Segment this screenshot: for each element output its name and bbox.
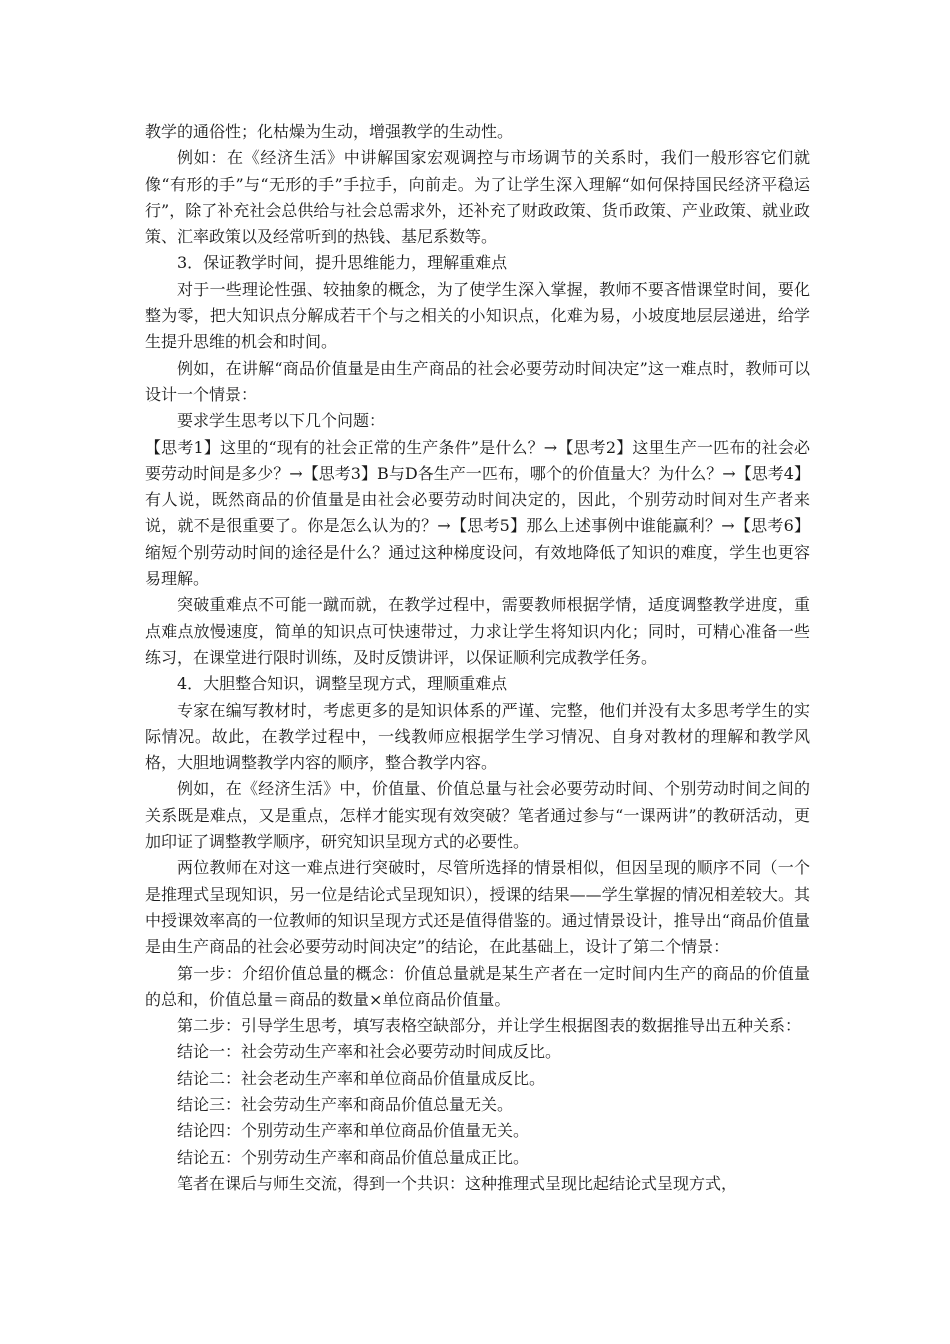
step-paragraph: 第二步：引导学生思考，填写表格空缺部分，并让学生根据图表的数据推导出五种关系： [177, 1016, 802, 1036]
paragraph: 笔者在课后与师生交流，得到一个共识：这种推理式呈现比起结论式呈现方式， [177, 1173, 738, 1193]
step-paragraph: 第一步：介绍价值总量的概念：价值总量就是某生产者在一定时间内生产的商品的价值量的总和，价值总量＝商品的数量×单位商品价值量。 [145, 963, 810, 1009]
section-heading: 3．保证教学时间，提升思维能力，理解重难点 [177, 253, 508, 273]
conclusion-item: 结论一：社会劳动生产率和社会必要劳动时间成反比。 [177, 1042, 562, 1062]
paragraph: 例如，在讲解“商品价值量是由生产商品的社会必要劳动时间决定”这一难点时，教师可以设计一个情景： [145, 358, 810, 404]
conclusion-item: 结论四：个别劳动生产率和单位商品价值量无关。 [177, 1121, 530, 1141]
paragraph: 专家在编写教材时，考虑更多的是知识体系的严谨、完整，他们并没有太多思考学生的实际情况。故此，在教学过程中，一线教师应根据学生学习情况、自身对教材的理解和教学风格，大胆地调整教学内容的顺序，整合教学内容。 [145, 700, 810, 773]
paragraph: 要求学生思考以下几个问题： [177, 411, 386, 431]
paragraph: 教学的通俗性；化枯燥为生动，增强教学的生动性。 [145, 122, 514, 141]
conclusion-item: 结论五：个别劳动生产率和商品价值总量成正比。 [177, 1147, 530, 1167]
question-chain: 【思考1】这里的“现有的社会正常的生产条件”是什么？→【思考2】这里生产一匹布的社会必要劳动时间是多少？→【思考3】B与D各生产一匹布，哪个的价值量大？为什么？→【思考4】有人说，既然商品的价值量是由社会必要劳动时间决定的，因此，个别劳动时间对生产者来说，就不是很重要了。你是怎么认为的？→【思考5】那么上述事例中谁能赢利？→【思考6】缩短个别劳动时间的途径是什么？通过这种梯度设问，有效地降低了知识的难度，学生也更容易理解。 [145, 437, 810, 589]
conclusion-item: 结论三：社会劳动生产率和商品价值总量无关。 [177, 1094, 514, 1114]
paragraph: 例如：在《经济生活》中讲解国家宏观调控与市场调节的关系时，我们一般形容它们就像“有形的手”与“无形的手”手拉手，向前走。为了让学生深入理解“如何保持国民经济平稳运行”，除了补充社会总供给与社会总需求外，还补充了财政政策、货币政策、产业政策、就业政策、汇率政策以及经常听到的热钱、基尼系数等。 [145, 148, 810, 247]
paragraph: 例如，在《经济生活》中，价值量、价值总量与社会必要劳动时间、个别劳动时间之间的关系既是难点，又是重点，怎样才能实现有效突破？笔者通过参与“一课两讲”的教研活动，更加印证了调整教学顺序，研究知识呈现方式的必要性。 [145, 779, 810, 852]
conclusion-item: 结论二：社会老动生产率和单位商品价值量成反比。 [177, 1068, 546, 1088]
paragraph: 对于一些理论性强、较抽象的概念，为了使学生深入掌握，教师不要吝惜课堂时间，要化整为零，把大知识点分解成若干个与之相关的小知识点，化难为易，小坡度地层层递进，给学生提升思维的机会和时间。 [145, 279, 810, 352]
paragraph: 两位教师在对这一难点进行突破时，尽管所选择的情景相似，但因呈现的顺序不同（一个是推理式呈现知识，另一位是结论式呈现知识），授课的结果——学生掌握的情况相差较大。其中授课效率高的一位教师的知识呈现方式还是值得借鉴的。通过情景设计，推导出“商品价值量是由生产商品的社会必要劳动时间决定”的结论，在此基础上，设计了第二个情景： [145, 858, 810, 957]
paragraph: 突破重难点不可能一蹴而就，在教学过程中，需要教师根据学情，适度调整教学进度，重点难点放慢速度，简单的知识点可快速带过，力求让学生将知识内化；同时，可精心准备一些练习，在课堂进行限时训练，及时反馈讲评，以保证顺利完成教学任务。 [145, 595, 810, 667]
section-heading: 4．大胆整合知识，调整呈现方式，理顺重难点 [177, 674, 508, 694]
document-body [145, 119, 810, 1197]
